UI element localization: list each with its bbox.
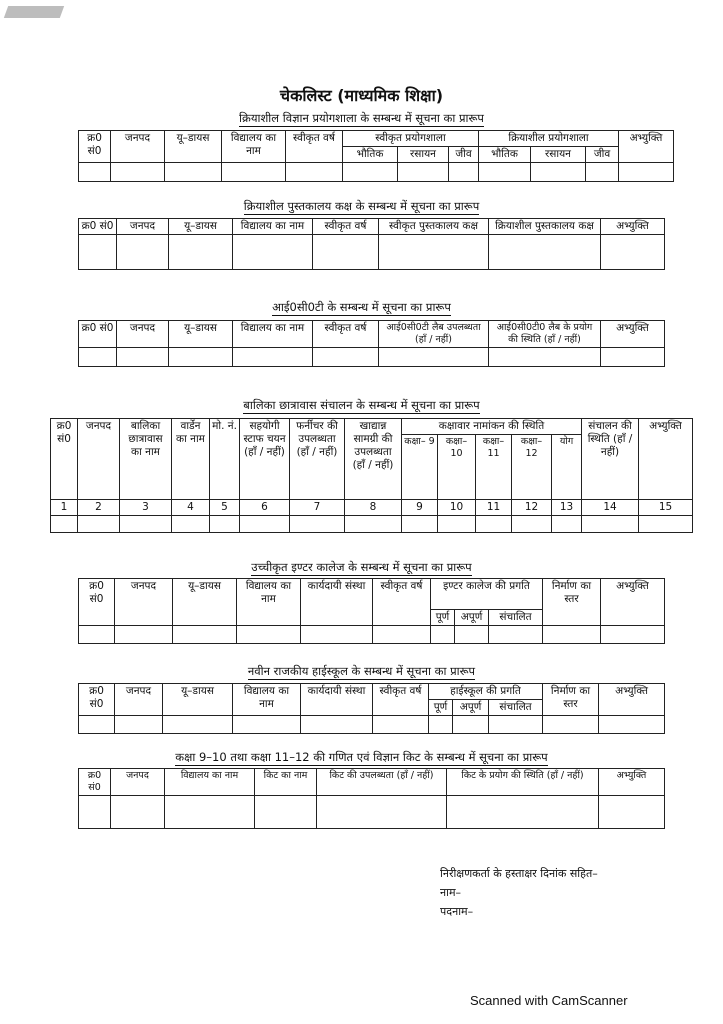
header-cell: स्वीकृत वर्ष xyxy=(373,579,431,626)
subheader-cell: भौतिक xyxy=(343,147,398,163)
header-cell: कार्यदायी संस्था xyxy=(301,684,373,716)
header-cell: जनपद xyxy=(117,321,169,348)
section-title-science-lab: क्रियाशील विज्ञान प्रयोगशाला के सम्बन्ध में सूचना का प्रारूप xyxy=(239,111,484,125)
column-number: 9 xyxy=(402,500,438,516)
page-title: चेकलिस्ट (माध्यमिक शिक्षा) xyxy=(279,86,444,105)
header-cell: जनपद xyxy=(115,579,173,626)
header-cell: स्वीकृत वर्ष xyxy=(313,321,379,348)
column-number: 12 xyxy=(512,500,552,516)
column-number: 5 xyxy=(210,500,240,516)
header-cell: विद्यालय का नाम xyxy=(233,219,313,235)
header-cell: क्र0 सं0 xyxy=(79,579,115,626)
header-cell: विद्यालय का नाम xyxy=(222,131,286,163)
header-cell: कक्षावार नामांकन की स्थिति xyxy=(402,419,582,435)
header-cell: विद्यालय का नाम xyxy=(237,579,301,626)
section-title-ict: आई0सी0टी के सम्बन्ध में सूचना का प्रारूप xyxy=(272,300,451,314)
table-library xyxy=(78,218,665,270)
section-title-high-school: नवीन राजकीय हाईस्कूल के सम्बन्ध में सूचना का प्रारूप xyxy=(247,664,476,678)
header-cell: फर्नीचर की उपलब्धता (हाँ / नहीं) xyxy=(290,419,345,500)
subheader-cell: कक्षा– 12 xyxy=(512,435,552,500)
table-ict xyxy=(78,320,665,367)
header-cell: बालिका छात्रावास का नाम xyxy=(120,419,172,500)
subheader-cell: जीव xyxy=(586,147,619,163)
header-cell: विद्यालय का नाम xyxy=(233,684,301,716)
header-cell: इण्टर कालेज की प्रगति xyxy=(431,579,543,610)
header-cell: यू–डायस xyxy=(163,684,233,716)
section-title-science-kit: कक्षा 9–10 तथा कक्षा 11–12 की गणित एवं विज्ञान किट के सम्बन्ध में सूचना का प्रारूप xyxy=(175,750,548,764)
column-number: 13 xyxy=(552,500,582,516)
subheader-cell: भौतिक xyxy=(479,147,531,163)
number-row xyxy=(51,500,693,516)
header-cell: स्वीकृत वर्ष xyxy=(286,131,343,163)
header-cell: स्वीकृत वर्ष xyxy=(373,684,429,716)
header-cell: यू–डायस xyxy=(173,579,237,626)
blank-entry-row xyxy=(79,795,665,828)
subheader-cell: संचालित xyxy=(489,700,543,716)
header-cell: किट के प्रयोग की स्थिति (हाँ / नहीं) xyxy=(447,769,599,796)
header-row xyxy=(79,321,665,348)
header-row xyxy=(79,769,665,796)
signature-line: निरीक्षणकर्ता के हस्ताक्षर दिनांक सहित– xyxy=(440,867,598,880)
header-row xyxy=(79,131,674,147)
header-cell: निर्माण का स्तर xyxy=(543,579,601,626)
section-title-inter-college: उच्चीकृत इण्टर कालेज के सम्बन्ध में सूचना का प्रारूप xyxy=(251,560,472,574)
column-number: 6 xyxy=(240,500,290,516)
header-row xyxy=(79,684,665,700)
header-cell: जनपद xyxy=(117,219,169,235)
blank-entry-row xyxy=(79,163,674,182)
header-cell: विद्यालय का नाम xyxy=(233,321,313,348)
header-cell: विद्यालय का नाम xyxy=(165,769,255,796)
header-cell: क्रियाशील पुस्तकालय कक्ष xyxy=(489,219,601,235)
header-cell: मो. नं. xyxy=(210,419,240,500)
table-inter-college xyxy=(78,578,665,644)
section-title-library: क्रियाशील पुस्तकालय कक्ष के सम्बन्ध में सूचना का प्रारूप xyxy=(243,199,480,213)
column-number: 14 xyxy=(582,500,639,516)
subheader-cell: रसायन xyxy=(531,147,586,163)
subheader-cell: कक्षा– 10 xyxy=(438,435,476,500)
table-science-kit xyxy=(78,768,665,829)
header-cell: किट की उपलब्धता (हाँ / नहीं) xyxy=(317,769,447,796)
header-cell: जनपद xyxy=(111,131,165,163)
header-cell: क्र0 सं0 xyxy=(79,769,111,796)
table-high-school xyxy=(78,683,665,734)
blank-entry-row xyxy=(79,347,665,366)
blank-entry-row xyxy=(79,716,665,734)
header-cell: संचालन की स्थिति (हाँ / नहीं) xyxy=(582,419,639,500)
subheader-cell: पूर्ण xyxy=(429,700,453,716)
header-cell: यू–डायस xyxy=(169,321,233,348)
column-number: 4 xyxy=(172,500,210,516)
column-number: 10 xyxy=(438,500,476,516)
header-cell: अभ्युक्ति xyxy=(601,579,665,626)
header-cell: जनपद xyxy=(115,684,163,716)
header-cell: हाईस्कूल की प्रगति xyxy=(429,684,543,700)
column-number: 8 xyxy=(345,500,402,516)
subheader-cell: कक्षा– 11 xyxy=(476,435,512,500)
header-cell: क्र0 सं0 xyxy=(79,684,115,716)
subheader-cell: योग xyxy=(552,435,582,500)
header-cell: निर्माण का स्तर xyxy=(543,684,599,716)
header-cell: खाद्यान्न सामग्री की उपलब्धता (हाँ / नहीं) xyxy=(345,419,402,500)
header-row xyxy=(79,219,665,235)
blank-entry-row xyxy=(79,626,665,644)
column-number: 2 xyxy=(78,500,120,516)
header-cell: स्वीकृत प्रयोगशाला xyxy=(343,131,479,147)
header-cell: अभ्युक्ति xyxy=(599,684,665,716)
header-cell: अभ्युक्ति xyxy=(601,321,665,348)
header-cell: अभ्युक्ति xyxy=(601,219,665,235)
header-cell: स्वीकृत वर्ष xyxy=(313,219,379,235)
header-cell: क्रियाशील प्रयोगशाला xyxy=(479,131,619,147)
column-number: 3 xyxy=(120,500,172,516)
header-cell: आई0सी0टी0 लैब के प्रयोग की स्थिति (हाँ / नहीं) xyxy=(489,321,601,348)
subheader-cell: पूर्ण xyxy=(431,610,455,626)
subheader-cell: अपूर्ण xyxy=(455,610,489,626)
table-girls-hostel xyxy=(50,418,693,533)
header-cell: किट का नाम xyxy=(255,769,317,796)
column-number: 11 xyxy=(476,500,512,516)
header-row xyxy=(51,419,693,435)
camscanner-watermark: Scanned with CamScanner xyxy=(470,993,628,1008)
header-cell: अभ्युक्ति xyxy=(619,131,674,163)
header-row xyxy=(79,579,665,610)
column-number: 15 xyxy=(639,500,693,516)
subheader-cell: अपूर्ण xyxy=(453,700,489,716)
header-cell: कार्यदायी संस्था xyxy=(301,579,373,626)
name-line: नाम– xyxy=(440,886,462,899)
subheader-cell: जीव xyxy=(449,147,479,163)
header-cell: जनपद xyxy=(111,769,165,796)
subheader-cell: कक्षा– 9 xyxy=(402,435,438,500)
column-number: 1 xyxy=(51,500,78,516)
header-cell: आई0सी0टी लैब उपलब्धता (हाँ / नहीं) xyxy=(379,321,489,348)
column-number: 7 xyxy=(290,500,345,516)
header-cell: स्वीकृत पुस्तकालय कक्ष xyxy=(379,219,489,235)
header-cell: अभ्युक्ति xyxy=(599,769,665,796)
designation-line: पदनाम– xyxy=(440,905,474,918)
subheader-cell: रसायन xyxy=(398,147,449,163)
blank-entry-row xyxy=(79,235,665,270)
header-cell: जनपद xyxy=(78,419,120,500)
header-cell: क्र0 सं0 xyxy=(79,219,117,235)
subheader-cell: संचालित xyxy=(489,610,543,626)
header-cell: क्र0 सं0 xyxy=(79,321,117,348)
header-cell: सहयोगी स्टाफ चयन (हाँ / नहीं) xyxy=(240,419,290,500)
scan-corner-mark xyxy=(4,6,64,18)
table-science-lab xyxy=(78,130,674,182)
header-cell: यू–डायस xyxy=(165,131,222,163)
blank-entry-row xyxy=(51,516,693,533)
header-cell: अभ्युक्ति xyxy=(639,419,693,500)
header-cell: यू–डायस xyxy=(169,219,233,235)
header-cell: क्र0 सं0 xyxy=(51,419,78,500)
section-title-girls-hostel: बालिका छात्रावास संचालन के सम्बन्ध में सूचना का प्रारूप xyxy=(243,398,480,412)
header-cell: क्र0 सं0 xyxy=(79,131,111,163)
header-cell: वार्डेन का नाम xyxy=(172,419,210,500)
